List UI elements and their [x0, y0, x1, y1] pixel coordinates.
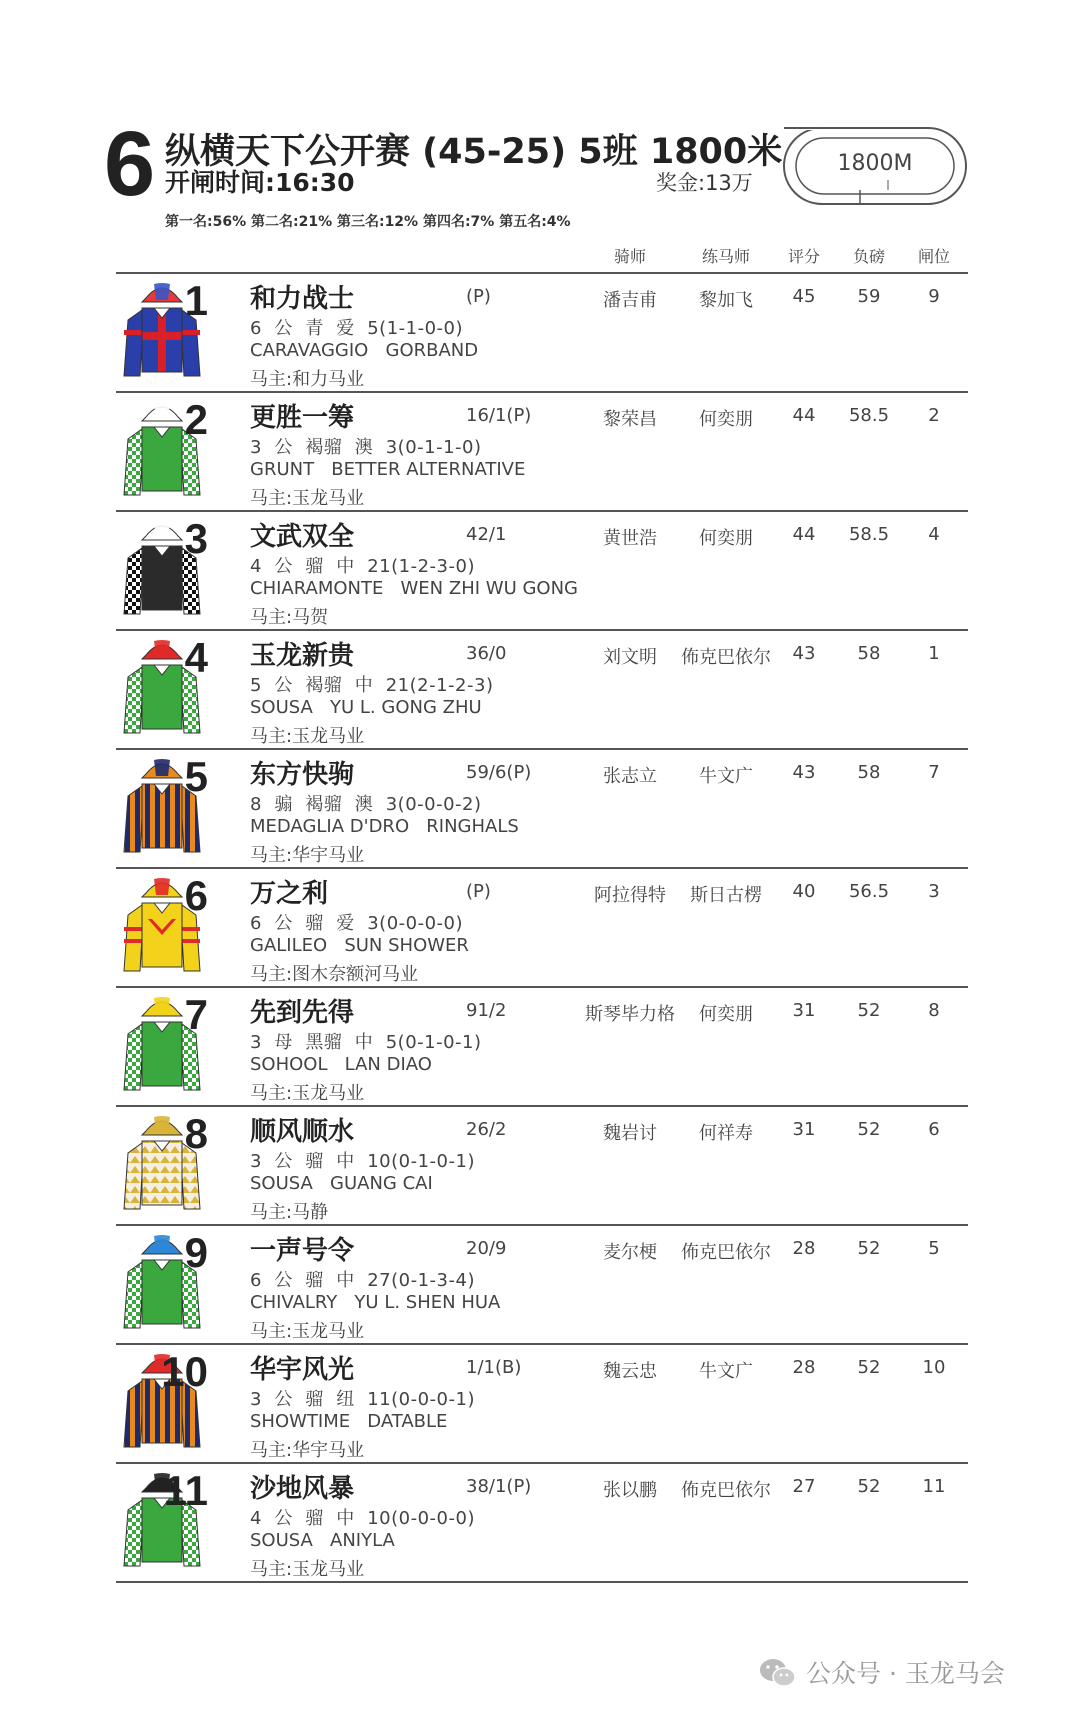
start-time: 开闸时间:16:30 — [165, 168, 355, 197]
owner: 马主:和力马业 — [250, 369, 365, 390]
row-divider — [116, 1581, 968, 1583]
col-rating: 评分 — [787, 247, 821, 266]
weight: 52 — [857, 1357, 881, 1378]
pedigree: GALILEO SUN SHOWER — [250, 935, 469, 956]
weight: 52 — [857, 1238, 881, 1259]
draw: 1 — [928, 643, 940, 664]
horse-name: 和力战士 — [250, 284, 355, 314]
trainer: 何奕朋 — [699, 1004, 753, 1025]
table-row — [116, 393, 968, 512]
rating: 31 — [792, 1119, 816, 1140]
odds: (P) — [466, 881, 491, 902]
jockey: 麦尔梗 — [603, 1242, 657, 1263]
horse-number: 4 — [184, 634, 208, 681]
jockey: 斯琴毕力格 — [585, 1004, 675, 1025]
horse-info: 6 公 骝 中 27(0-1-3-4) — [250, 1270, 475, 1291]
horse-name: 东方快驹 — [250, 760, 355, 790]
jockey: 张以鹏 — [603, 1480, 657, 1501]
rating: 28 — [792, 1238, 816, 1259]
rating: 31 — [792, 1000, 816, 1021]
table-row — [116, 274, 968, 393]
odds: 20/9 — [466, 1238, 507, 1259]
rating: 28 — [792, 1357, 816, 1378]
horse-info: 3 公 褐骝 澳 3(0-1-1-0) — [250, 437, 482, 458]
odds: 91/2 — [466, 1000, 507, 1021]
horse-info: 4 公 骝 中 21(1-2-3-0) — [250, 556, 475, 577]
owner: 马主:图木奈额河马业 — [250, 964, 419, 985]
trainer: 黎加飞 — [699, 290, 753, 311]
trainer: 牛文广 — [699, 766, 753, 787]
col-jockey: 骑师 — [613, 247, 647, 266]
owner: 马主:华宇马业 — [250, 845, 365, 866]
col-weight: 负磅 — [852, 247, 886, 266]
pedigree: CHIARAMONTE WEN ZHI WU GONG — [250, 578, 578, 599]
weight: 58 — [857, 643, 881, 664]
table-row — [116, 1464, 968, 1583]
jockey: 黎荣昌 — [603, 409, 657, 430]
jockey: 魏岩讨 — [603, 1123, 657, 1144]
weight: 52 — [857, 1476, 881, 1497]
horse-number: 9 — [184, 1229, 208, 1276]
pedigree: SHOWTIME DATABLE — [250, 1411, 448, 1432]
owner: 马主:马静 — [250, 1202, 329, 1223]
pedigree: GRUNT BETTER ALTERNATIVE — [250, 459, 526, 480]
table-row — [116, 1107, 968, 1226]
horse-number: 10 — [161, 1348, 208, 1395]
owner: 马主:玉龙马业 — [250, 1083, 365, 1104]
race-number: 6 — [104, 113, 156, 215]
horse-name: 万之利 — [250, 879, 329, 909]
horse-name: 沙地风暴 — [250, 1474, 355, 1504]
pedigree: SOHOOL LAN DIAO — [250, 1054, 432, 1075]
track-diagram — [780, 124, 970, 212]
owner: 马主:玉龙马业 — [250, 1321, 365, 1342]
draw: 3 — [928, 881, 940, 902]
jockey: 张志立 — [603, 766, 657, 787]
table-row — [116, 1345, 968, 1464]
odds: 59/6(P) — [466, 762, 532, 783]
table-row — [116, 1226, 968, 1345]
table-row — [116, 631, 968, 750]
horse-info: 6 公 青 爱 5(1-1-0-0) — [250, 318, 464, 339]
horse-info: 5 公 褐骝 中 21(2-1-2-3) — [250, 675, 494, 696]
horse-name: 华宇风光 — [250, 1355, 355, 1385]
odds: 26/2 — [466, 1119, 507, 1140]
trainer: 佈克巴依尔 — [681, 1242, 771, 1263]
rating: 44 — [792, 405, 816, 426]
horse-name: 顺风顺水 — [250, 1117, 355, 1147]
jockey: 阿拉得特 — [594, 885, 666, 906]
wechat-icon — [758, 1656, 798, 1690]
draw: 4 — [928, 524, 940, 545]
prize-distribution: 第一名:56% 第二名:21% 第三名:12% 第四名:7% 第五名:4% — [165, 214, 571, 230]
horse-number: 8 — [184, 1110, 208, 1157]
draw: 7 — [928, 762, 940, 783]
rating: 45 — [792, 286, 816, 307]
odds: 36/0 — [466, 643, 507, 664]
rating: 27 — [792, 1476, 816, 1497]
trainer: 斯日古楞 — [690, 885, 762, 906]
trainer: 何奕朋 — [699, 528, 753, 549]
odds: 38/1(P) — [466, 1476, 532, 1497]
odds: 1/1(B) — [466, 1357, 522, 1378]
odds: 16/1(P) — [466, 405, 532, 426]
horse-number: 2 — [184, 396, 208, 443]
horse-number: 11 — [163, 1467, 208, 1514]
jockey: 黄世浩 — [603, 528, 657, 549]
horse-name: 更胜一筹 — [250, 403, 355, 433]
rating: 43 — [792, 643, 816, 664]
col-draw: 闸位 — [917, 247, 951, 266]
jockey: 魏云忠 — [603, 1361, 657, 1382]
horse-name: 文武双全 — [250, 522, 355, 552]
weight: 52 — [857, 1119, 881, 1140]
draw: 11 — [922, 1476, 946, 1497]
weight: 58.5 — [848, 405, 890, 426]
horse-info: 3 公 骝 中 10(0-1-0-1) — [250, 1151, 475, 1172]
horse-number: 1 — [184, 277, 208, 324]
table-row — [116, 512, 968, 631]
draw: 10 — [922, 1357, 946, 1378]
weight: 52 — [857, 1000, 881, 1021]
horse-name: 先到先得 — [250, 998, 355, 1028]
horse-info: 4 公 骝 中 10(0-0-0-0) — [250, 1508, 475, 1529]
pedigree: MEDAGLIA D'DRO RINGHALS — [250, 816, 519, 837]
horse-name: 一声号令 — [250, 1236, 355, 1266]
pedigree: SOUSA YU L. GONG ZHU — [250, 697, 482, 718]
table-row — [116, 988, 968, 1107]
weight: 58 — [857, 762, 881, 783]
jockey: 刘文明 — [603, 647, 657, 668]
rating: 43 — [792, 762, 816, 783]
horse-number: 3 — [184, 515, 208, 562]
weight: 58.5 — [848, 524, 890, 545]
draw: 2 — [928, 405, 940, 426]
owner: 马主:华宇马业 — [250, 1440, 365, 1461]
owner: 马主:玉龙马业 — [250, 488, 365, 509]
trainer: 牛文广 — [699, 1361, 753, 1382]
trainer: 何奕朋 — [699, 409, 753, 430]
owner: 马主:玉龙马业 — [250, 726, 365, 747]
pedigree: CARAVAGGIO GORBAND — [250, 340, 479, 361]
draw: 8 — [928, 1000, 940, 1021]
draw: 5 — [928, 1238, 940, 1259]
track-label: 1800M — [837, 151, 913, 176]
pedigree: SOUSA GUANG CAI — [250, 1173, 433, 1194]
trainer: 何祥寿 — [699, 1123, 753, 1144]
weight: 56.5 — [848, 881, 890, 902]
horse-number: 7 — [184, 991, 208, 1038]
owner: 马主:马贺 — [250, 607, 329, 628]
watermark-text: 公众号 · 玉龙马会 — [806, 1659, 1005, 1688]
jockey: 潘吉甫 — [603, 290, 657, 311]
odds: (P) — [466, 286, 491, 307]
rating: 40 — [792, 881, 816, 902]
weight: 59 — [857, 286, 881, 307]
draw: 9 — [928, 286, 940, 307]
horse-info: 6 公 骝 爱 3(0-0-0-0) — [250, 913, 464, 934]
table-row — [116, 869, 968, 988]
owner: 马主:玉龙马业 — [250, 1559, 365, 1580]
horse-number: 5 — [184, 753, 208, 800]
horse-info: 3 公 骝 纽 11(0-0-0-1) — [250, 1389, 475, 1410]
horse-name: 玉龙新贵 — [250, 641, 355, 671]
col-trainer: 练马师 — [701, 247, 751, 266]
table-row — [116, 750, 968, 869]
rating: 44 — [792, 524, 816, 545]
race-title: 纵横天下公开赛 (45-25) 5班 1800米 — [165, 132, 783, 172]
pedigree: CHIVALRY YU L. SHEN HUA — [250, 1292, 501, 1313]
prize-money: 奖金:13万 — [656, 171, 753, 195]
horse-info: 3 母 黑骝 中 5(0-1-0-1) — [250, 1032, 482, 1053]
trainer: 佈克巴依尔 — [681, 647, 771, 668]
draw: 6 — [928, 1119, 940, 1140]
trainer: 佈克巴依尔 — [681, 1480, 771, 1501]
horse-number: 6 — [184, 872, 208, 919]
horse-info: 8 骟 褐骝 澳 3(0-0-0-2) — [250, 794, 482, 815]
odds: 42/1 — [466, 524, 507, 545]
pedigree: SOUSA ANIYLA — [250, 1530, 395, 1551]
